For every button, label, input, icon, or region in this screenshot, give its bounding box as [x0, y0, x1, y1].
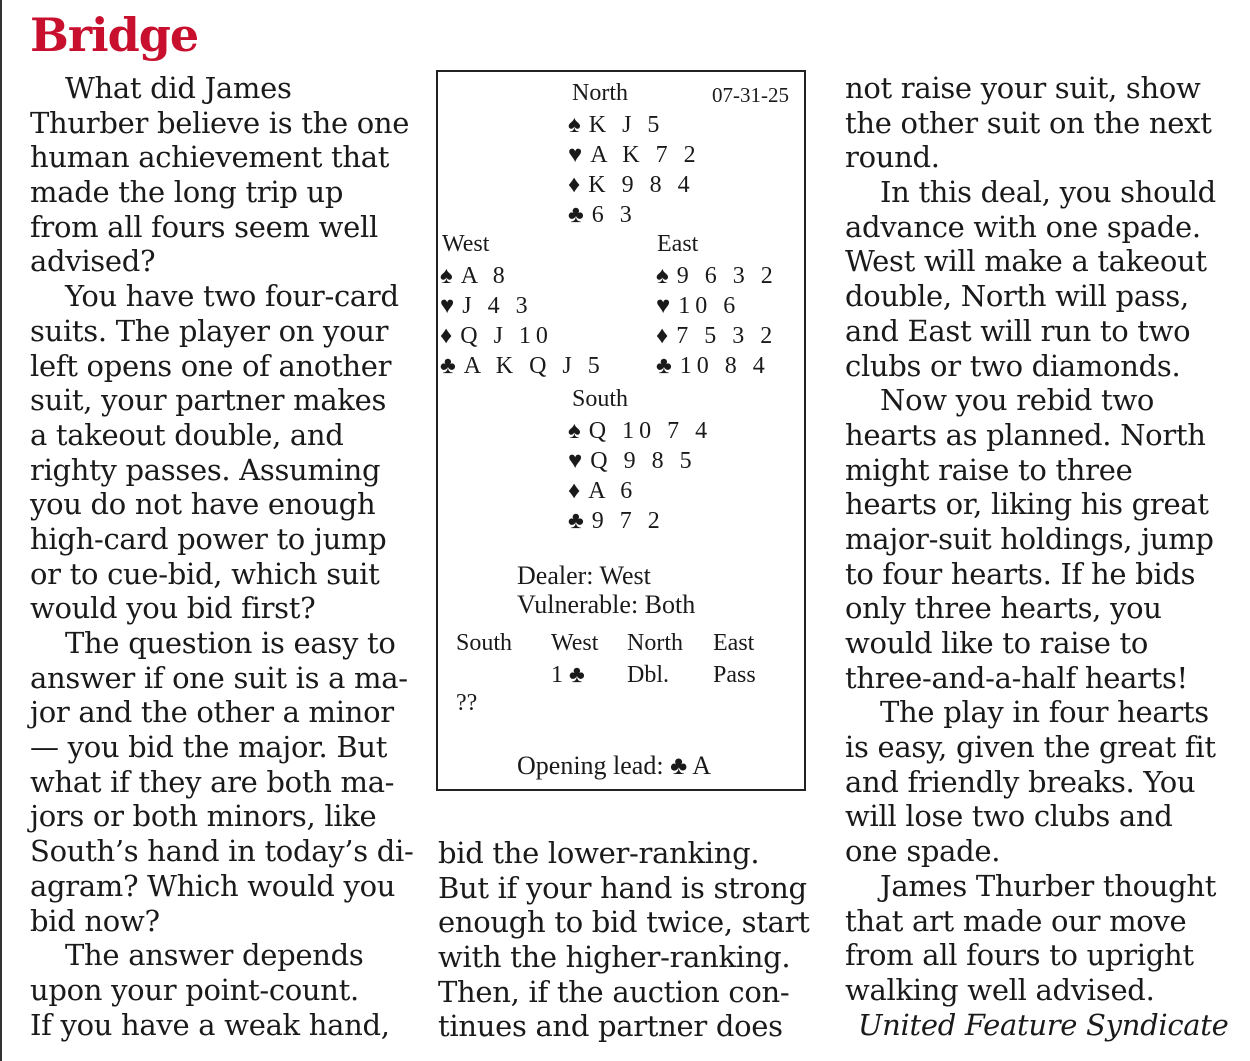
- text-line: and East will run to two: [845, 313, 1191, 348]
- heart-suit-icon: ♥: [440, 293, 455, 319]
- text-line: In this deal, you should: [880, 175, 1216, 210]
- club-suit-icon: ♣: [440, 353, 456, 379]
- west-spades-row: [440, 261, 510, 291]
- text-line: major-suit holdings, jump: [845, 521, 1214, 556]
- diamond-suit-icon: ♦: [568, 172, 581, 198]
- text-line: tinues and partner does: [438, 1009, 783, 1044]
- south-spades-row: [568, 416, 712, 446]
- heart-suit-icon: ♥: [568, 448, 583, 474]
- text-line: from all fours to upright: [845, 938, 1194, 973]
- text-line: enough to bid twice, start: [438, 905, 810, 940]
- south-clubs-row: [568, 506, 665, 536]
- heart-suit-icon: ♥: [656, 293, 671, 319]
- column-headline: Bridge: [30, 8, 199, 62]
- east-label: East: [657, 231, 699, 257]
- spade-suit-icon: ♠: [656, 263, 669, 289]
- text-line: clubs or two diamonds.: [845, 348, 1181, 383]
- east-spades-cards: 9 6 3 2: [676, 263, 778, 289]
- text-line: Then, if the auction con-: [438, 974, 790, 1009]
- text-line: You have two four-card: [65, 279, 399, 314]
- text-line: What did James: [65, 71, 292, 105]
- east-clubs-row: [656, 351, 770, 381]
- text-line: made the long trip up: [30, 175, 344, 210]
- text-line: one spade.: [845, 834, 1001, 869]
- text-line: would you bid first?: [30, 591, 316, 626]
- north-hearts-cards: A K 7 2: [590, 142, 701, 168]
- text-line: upon your point-count.: [30, 972, 359, 1007]
- north-spades-cards: K J 5: [588, 112, 665, 138]
- spade-suit-icon: ♠: [440, 263, 453, 289]
- text-line: only three hearts, you: [845, 591, 1162, 626]
- text-line: not raise your suit, show: [845, 71, 1201, 105]
- south-hearts-row: [568, 446, 697, 476]
- auction-header-south: South: [456, 630, 513, 656]
- auction-header-west: West: [551, 630, 599, 656]
- diagram-date: 07-31-25: [712, 83, 789, 107]
- south-diamonds-cards: A 6: [588, 478, 638, 504]
- bridge-diagram: [436, 70, 806, 791]
- south-label: South: [572, 386, 629, 412]
- text-line: James Thurber thought: [880, 868, 1217, 903]
- text-line: suits. The player on your: [30, 313, 389, 348]
- west-diamonds-cards: Q J 10: [460, 323, 553, 349]
- diamond-suit-icon: ♦: [568, 478, 581, 504]
- west-clubs-row: [440, 351, 605, 381]
- west-clubs-cards: A K Q J 5: [463, 353, 605, 379]
- diamond-suit-icon: ♦: [656, 323, 669, 349]
- vulnerable-text: Vulnerable: Both: [517, 590, 696, 619]
- club-suit-icon: ♣: [568, 202, 584, 228]
- west-spades-cards: A 8: [460, 263, 510, 289]
- north-clubs-row: [568, 200, 637, 230]
- page-left-rule: [0, 0, 2, 1061]
- text-line: what if they are both ma-: [30, 764, 395, 799]
- text-line: double, North will pass,: [845, 279, 1189, 314]
- text-line: suit, your partner makes: [30, 383, 387, 418]
- auction-header-north: North: [627, 630, 683, 656]
- text-line: high-card power to jump: [30, 521, 387, 556]
- text-line: would like to raise to: [845, 626, 1149, 660]
- north-diamonds-cards: K 9 8 4: [588, 172, 695, 198]
- text-line: three-and-a-half hearts!: [845, 660, 1188, 695]
- text-line: Now you rebid two: [880, 383, 1155, 418]
- west-hearts-row: [440, 291, 533, 321]
- auction-south-bid: ??: [456, 690, 478, 716]
- text-line: round.: [845, 140, 940, 175]
- text-line: answer if one suit is a ma-: [30, 660, 408, 695]
- text-line: might raise to three: [845, 452, 1133, 487]
- text-line: righty passes. Assuming: [30, 452, 381, 487]
- south-clubs-cards: 9 7 2: [591, 508, 665, 534]
- club-suit-icon: ♣: [568, 508, 584, 534]
- south-diamonds-row: [568, 476, 637, 506]
- article-column-1: [30, 71, 413, 1042]
- text-line: advance with one spade.: [845, 209, 1201, 244]
- text-line: that art made our move: [845, 903, 1187, 938]
- text-line: bid now?: [30, 903, 160, 938]
- text-line: or to cue-bid, which suit: [30, 556, 380, 591]
- diamond-suit-icon: ♦: [440, 323, 453, 349]
- auction-west-bid: 1 ♣: [551, 662, 585, 688]
- north-clubs-cards: 6 3: [591, 202, 637, 228]
- east-clubs-cards: 10 8 4: [679, 353, 770, 379]
- heart-suit-icon: ♥: [568, 142, 583, 168]
- north-spades-row: [568, 110, 664, 140]
- text-line: The question is easy to: [65, 626, 396, 660]
- text-line: The play in four hearts: [880, 695, 1209, 730]
- south-hearts-cards: Q 9 8 5: [590, 448, 697, 474]
- text-line: — you bid the major. But: [30, 730, 388, 765]
- spade-suit-icon: ♠: [568, 418, 581, 444]
- auction-east-bid: Pass: [713, 662, 756, 688]
- text-line: is easy, given the great fit: [845, 730, 1216, 765]
- north-diamonds-row: [568, 170, 695, 200]
- text-line: the other suit on the next: [845, 105, 1212, 140]
- syndicate-credit: United Feature Syndicate: [858, 1007, 1229, 1042]
- text-line: But if your hand is strong: [438, 870, 807, 905]
- text-line: bid the lower-ranking.: [438, 836, 760, 870]
- west-hearts-cards: J 4 3: [462, 293, 533, 319]
- text-line: jor and the other a minor: [30, 695, 394, 730]
- text-line: walking well advised.: [845, 972, 1155, 1007]
- text-line: jors or both minors, like: [30, 799, 377, 834]
- text-line: human achievement that: [30, 140, 390, 175]
- text-line: left opens one of another: [30, 348, 392, 383]
- text-line: South’s hand in today’s di-: [30, 834, 414, 869]
- dealer-text: Dealer: West: [517, 561, 651, 590]
- west-diamonds-row: [440, 321, 553, 351]
- auction-north-bid: Dbl.: [627, 662, 669, 688]
- text-line: West will make a takeout: [845, 244, 1207, 279]
- text-line: Thurber believe is the one: [30, 105, 410, 140]
- auction-header-east: East: [713, 630, 755, 656]
- north-hearts-row: [568, 140, 701, 170]
- article-column-3: [845, 71, 1228, 1042]
- text-line: and friendly breaks. You: [845, 764, 1196, 799]
- text-line: The answer depends: [65, 938, 364, 973]
- east-diamonds-cards: 7 5 3 2: [676, 323, 778, 349]
- opening-lead: Opening lead: ♣ A: [517, 751, 711, 780]
- text-line: advised?: [30, 244, 156, 279]
- text-line: agram? Which would you: [30, 868, 396, 903]
- east-spades-row: [656, 261, 778, 291]
- article-column-2: [438, 836, 810, 1044]
- spade-suit-icon: ♠: [568, 112, 581, 138]
- text-line: will lose two clubs and: [845, 799, 1173, 834]
- text-line: to four hearts. If he bids: [845, 556, 1196, 591]
- south-spades-cards: Q 10 7 4: [588, 418, 713, 444]
- east-diamonds-row: [656, 321, 777, 351]
- west-label: West: [442, 231, 490, 257]
- text-line: with the higher-ranking.: [438, 940, 791, 975]
- text-line: you do not have enough: [30, 487, 376, 522]
- north-label: North: [572, 80, 628, 106]
- east-hearts-cards: 10 6: [678, 293, 741, 319]
- text-line: hearts as planned. North: [845, 417, 1206, 452]
- text-line: a takeout double, and: [30, 417, 344, 452]
- east-hearts-row: [656, 291, 740, 321]
- text-line: If you have a weak hand,: [30, 1007, 390, 1042]
- text-line: from all fours seem well: [30, 209, 378, 244]
- text-line: hearts or, liking his great: [845, 487, 1209, 522]
- club-suit-icon: ♣: [656, 353, 672, 379]
